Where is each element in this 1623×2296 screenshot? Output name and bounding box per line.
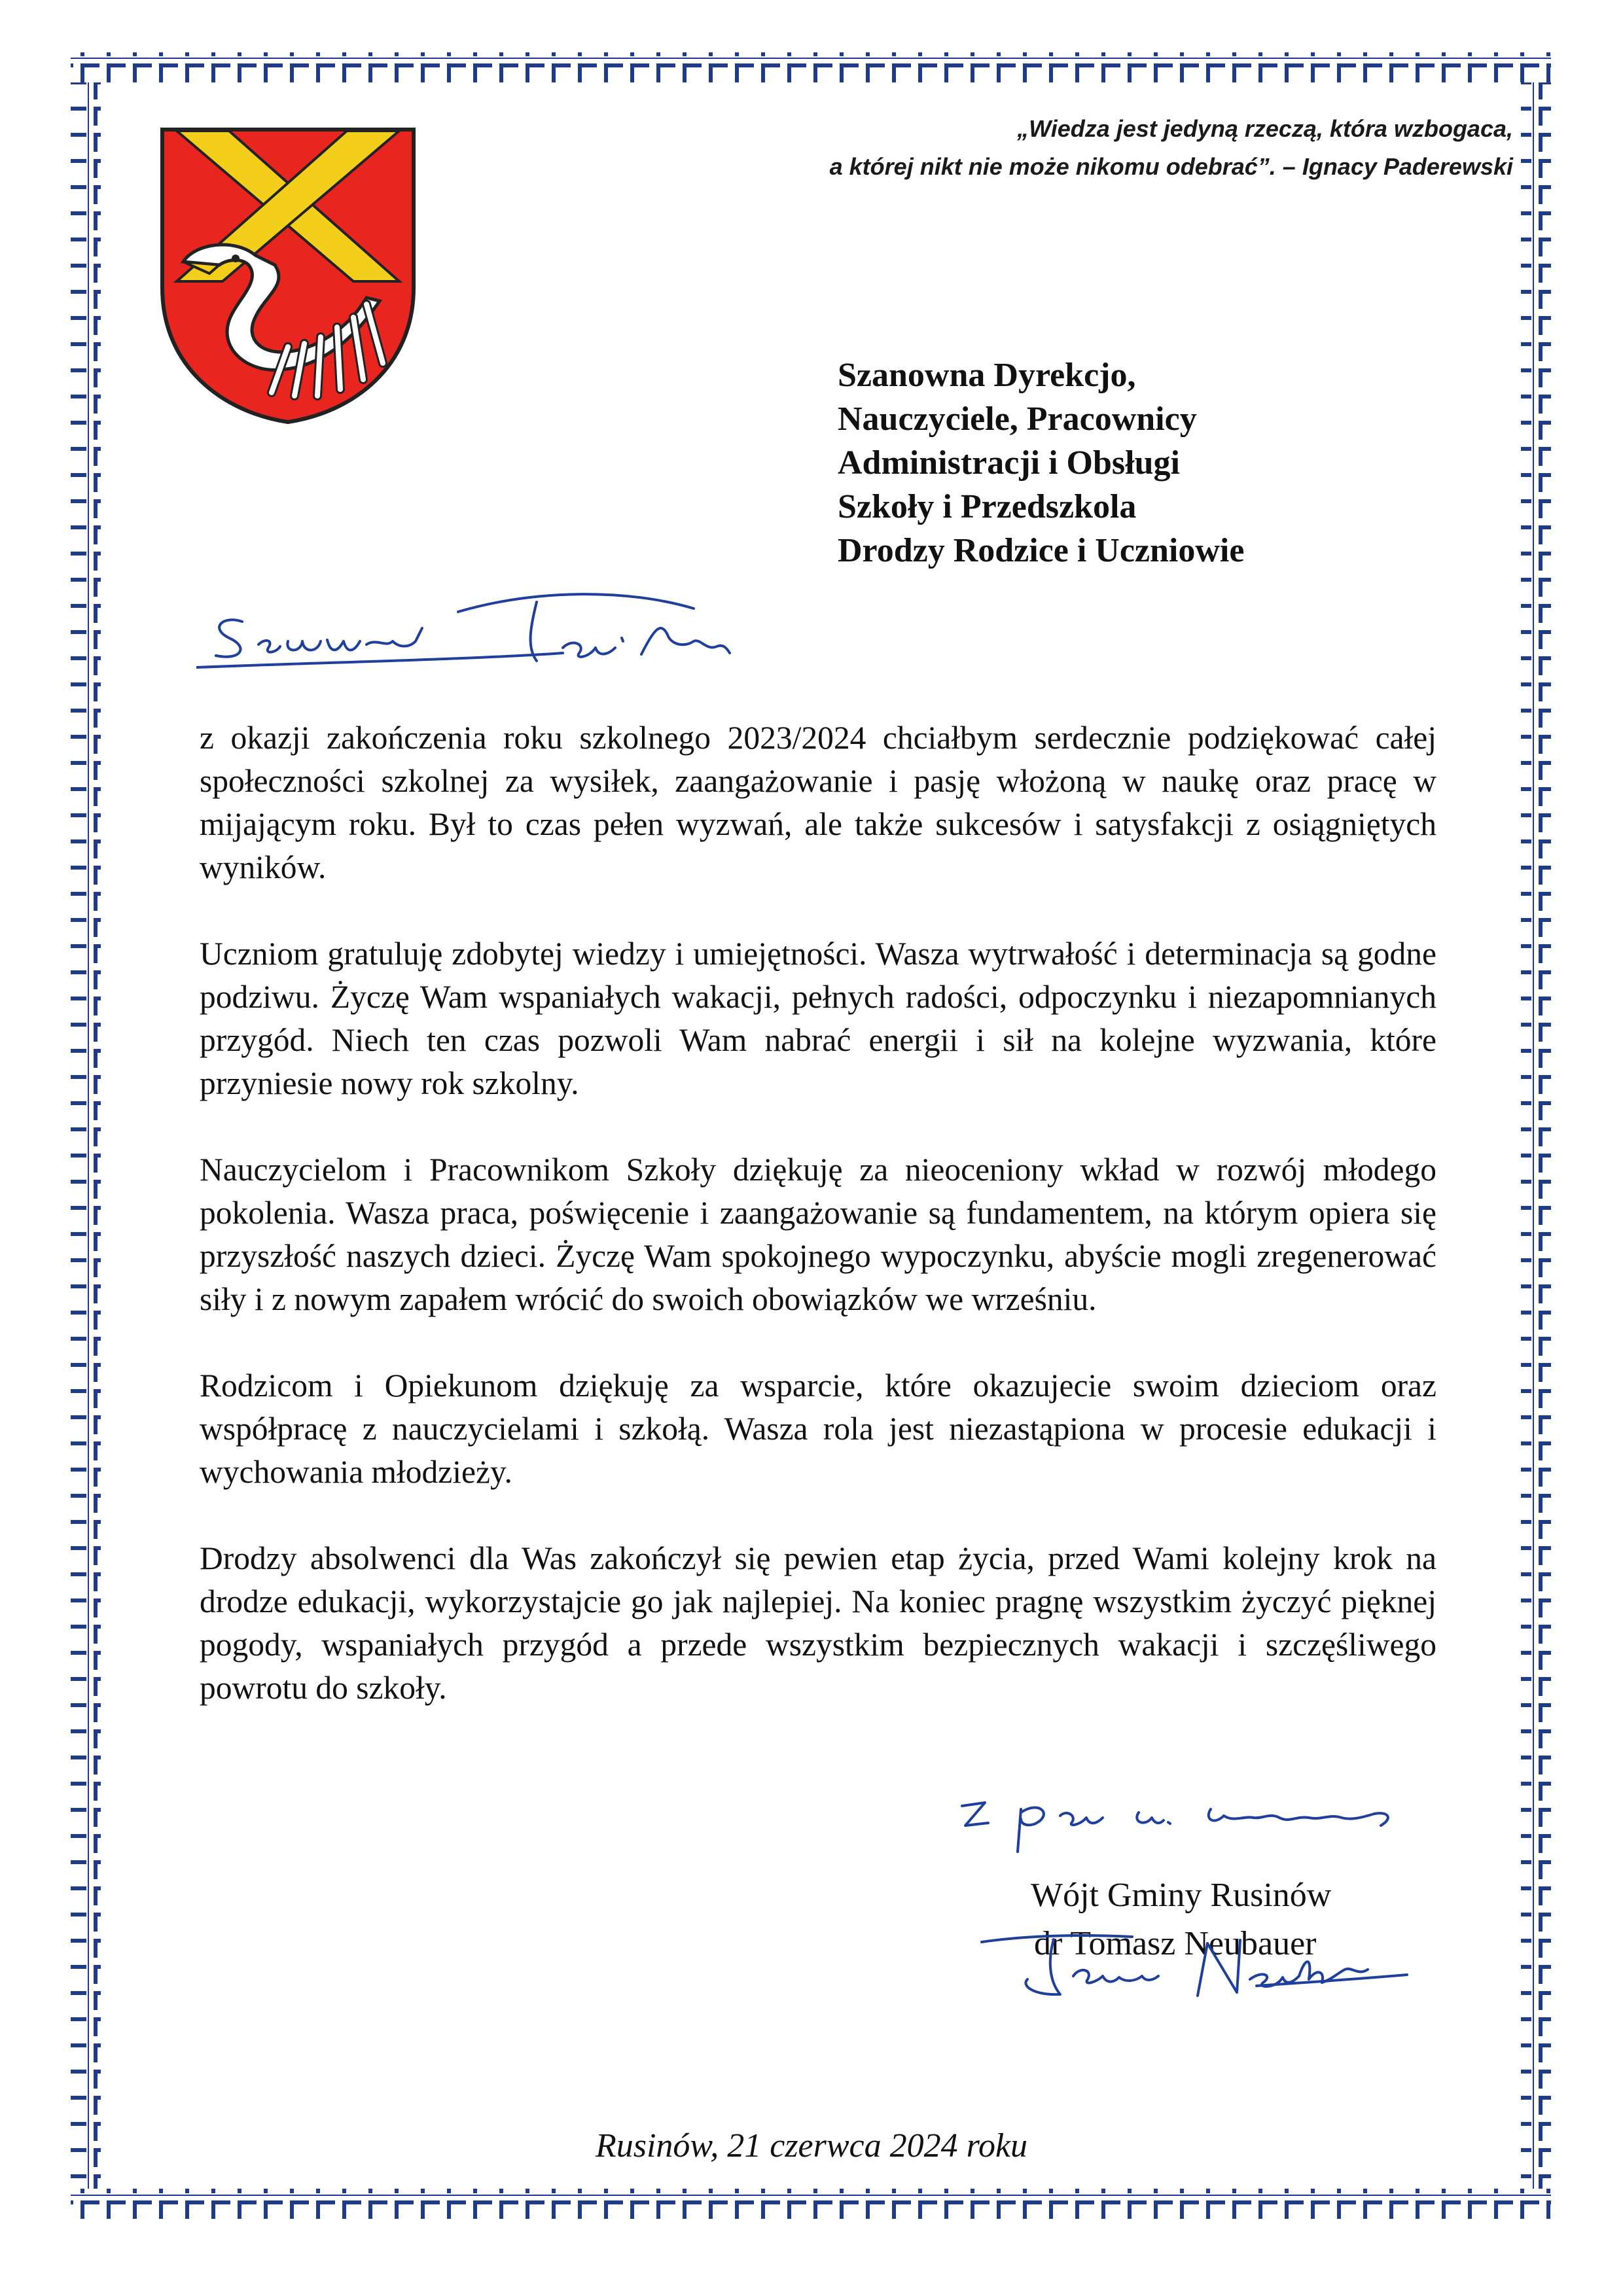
letter-body xyxy=(200,716,1436,1753)
handwritten-closing xyxy=(955,1780,1427,1858)
address-line: Nauczyciele, Pracownicy xyxy=(838,400,1197,438)
body-paragraph: Nauczycielom i Pracownikom Szkoły dziękuję za nieoceniony wkład w rozwój młodego pokolenia. Wasza praca, poświęcenie i zaangażowanie są fundamentem, na którym opiera się przyszłość naszych dzieci. Życzę Wam spokojnego wypoczynku, abyście mogli zregenerować siły i z nowym zapałem wrócić do swoich obowiązków we wrześniu. xyxy=(200,1152,1436,1317)
addressee-block xyxy=(838,353,1244,573)
handwritten-greeting xyxy=(196,576,929,694)
border-right xyxy=(1521,82,1551,2189)
motto-quote xyxy=(728,110,1513,186)
quote-line-1: „Wiedza jest jedyną rzeczą, która wzbogaca, xyxy=(1017,115,1513,142)
address-line: Szkoły i Przedszkola xyxy=(838,488,1137,525)
address-line: Administracji i Obsługi xyxy=(838,444,1180,482)
body-paragraph: z okazji zakończenia roku szkolnego 2023/2024 chciałbym serdecznie podziękować całej społeczności szkolnej za wysiłek, zaangażowanie i pasję włożoną w naukę oraz pracę w mijającym roku. Był to czas pełen wyzwań, ale także sukcesów i satysfakcji z osiągniętych wyników. xyxy=(200,720,1436,885)
border-top xyxy=(71,52,1551,82)
place-date: Rusinów, 21 czerwca 2024 roku xyxy=(595,2127,1028,2164)
signatory-name: dr Tomasz Neubauer xyxy=(1034,1925,1317,1962)
border-bottom xyxy=(71,2189,1551,2219)
address-line: Drodzy Rodzice i Uczniowie xyxy=(838,532,1245,569)
border-left xyxy=(71,82,101,2189)
quote-line-2: a której nikt nie może nikomu odebrać”. – Ignacy Paderewski xyxy=(829,153,1513,180)
coat-of-arms-swan-icon xyxy=(157,124,419,425)
body-paragraph: Uczniom gratuluję zdobytej wiedzy i umiejętności. Wasza wytrwałość i determinacja są godne podziwu. Życzę Wam wspaniałych wakacji, pełnych radości, odpoczynku i niezapomnianych przygód. Niech ten czas pozwoli Wam nabrać energii i sił na kolejne wyzwania, które przyniesie nowy rok szkolny. xyxy=(200,936,1436,1101)
address-line: Szanowna Dyrekcjo, xyxy=(838,357,1136,394)
body-paragraph: Drodzy absolwenci dla Was zakończył się pewien etap życia, przed Wami kolejny krok na drodze edukacji, wykorzystajcie go jak najlepiej. Na koniec pragnę wszystkim życzyć pięknej pogody, wspaniałych przygód a przede wszystkim bezpiecznych wakacji i szczęśliwego powrotu do szkoły. xyxy=(200,1540,1436,1706)
handwritten-signature xyxy=(975,1917,1420,2009)
signatory-title: Wójt Gminy Rusinów xyxy=(1031,1877,1332,1914)
body-paragraph: Rodzicom i Opiekunom dziękuję za wsparcie, które okazujecie swoim dzieciom oraz współpracę z nauczycielami i szkołą. Wasza rola jest niezastąpiona w procesie edukacji i wychowania młodzieży. xyxy=(200,1368,1436,1490)
